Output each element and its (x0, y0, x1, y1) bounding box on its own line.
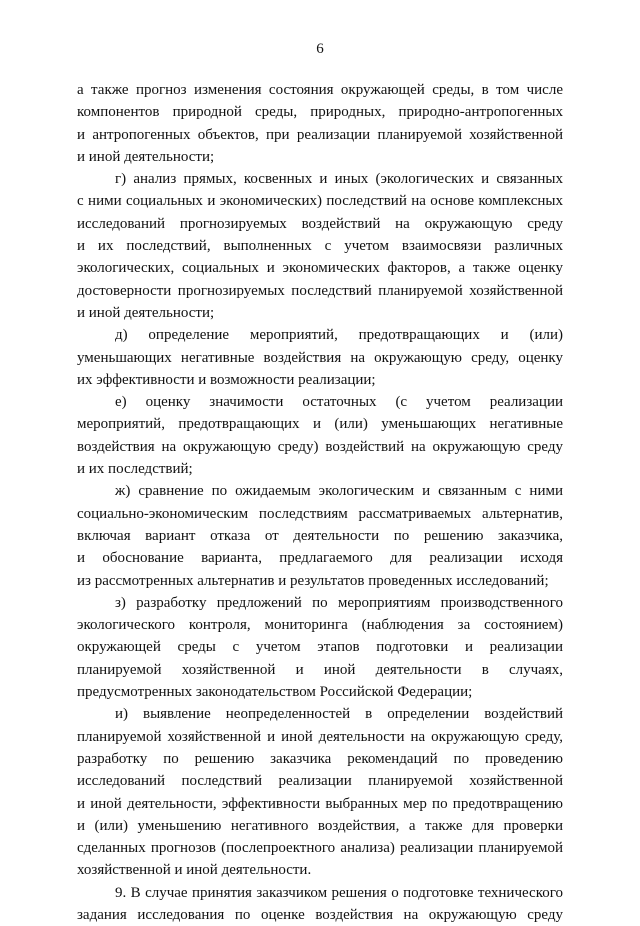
text-line: окружающей среды с учетом этапов подготовки и реализации (77, 639, 563, 656)
text-line: и их последствий, выполненных с учетом взаимосвязи различных (77, 238, 563, 255)
text-line: из рассмотренных альтернатив и результатов проведенных исследований; (77, 572, 549, 589)
text-line: и иной деятельности; (77, 148, 215, 165)
paragraph (77, 703, 563, 881)
text-line: и) выявление неопределенностей в определении воздействий (115, 706, 563, 723)
text-line: достоверности прогнозируемых последствий планируемой хозяйственной (77, 282, 563, 299)
text-line: и иной деятельности, эффективности выбранных мер по предотвращению (77, 795, 563, 812)
text-line: планируемой хозяйственной и иной деятельности на окружающую среду, (77, 728, 563, 745)
text-line: их эффективности и возможности реализации; (77, 371, 376, 388)
text-line: задания исследования по оценке воздействия на окружающую среду (77, 906, 563, 923)
text-line: уменьшающих негативные воздействия на окружающую среду, оценку (77, 349, 563, 366)
page-number: 6 (316, 41, 324, 57)
text-line: исследований прогнозируемых воздействий на окружающую среду (77, 215, 563, 232)
paragraph (77, 882, 563, 926)
text-line: ж) сравнение по ожидаемым экологическим и связанным с ними (115, 483, 563, 500)
text-line: е) оценку значимости остаточных (с учетом реализации (115, 394, 563, 411)
text-line: и их последствий; (77, 461, 193, 478)
text-line: планируемой хозяйственной и иной деятельности в случаях, (77, 661, 563, 678)
text-line: и антропогенных объектов, при реализации планируемой хозяйственной (77, 126, 563, 143)
text-line: и обоснование варианта, предлагаемого для реализации исходя (77, 550, 563, 567)
text-line: предусмотренных законодательством Российской Федерации; (77, 684, 473, 701)
text-line: г) анализ прямых, косвенных и иных (экологических и связанных (115, 171, 563, 188)
paragraph (77, 480, 563, 591)
text-line: и (или) уменьшению негативного воздействия, а также для проверки (77, 817, 563, 834)
text-line: социально-экономическим последствиям рассматриваемых альтернатив, (77, 505, 563, 522)
text-line: включая вариант отказа от деятельности по решению заказчика, (77, 527, 563, 544)
text-line: мероприятий, предотвращающих и (или) уменьшающих негативные (77, 416, 563, 433)
text-line: исследований последствий реализации планируемой хозяйственной (77, 773, 563, 790)
paragraph (77, 391, 563, 480)
text-line: компонентов природной среды, природных, природно-антропогенных (77, 104, 563, 121)
text-line: воздействия на окружающую среду) воздействий на окружающую среду (77, 438, 563, 455)
document-body (77, 79, 563, 926)
text-line: а также прогноз изменения состояния окружающей среды, в том числе (77, 82, 563, 98)
paragraph (77, 79, 563, 168)
text-line: и иной деятельности; (77, 304, 215, 321)
text-line: з) разработку предложений по мероприятиям производственного (115, 594, 563, 611)
paragraph (77, 324, 563, 391)
paragraph (77, 168, 563, 324)
text-line: сделанных прогнозов (послепроектного анализа) реализации планируемой (77, 840, 563, 857)
text-line: хозяйственной и иной деятельности. (77, 862, 312, 879)
text-line: экологического контроля, мониторинга (наблюдения за состоянием) (77, 617, 563, 634)
text-line: с ними социальных и экономических) последствий на основе комплексных (77, 193, 563, 210)
text-line: д) определение мероприятий, предотвращающих и (или) (115, 327, 563, 344)
text-line: 9. В случае принятия заказчиком решения о подготовке технического (115, 884, 563, 901)
text-line: разработку по решению заказчика рекомендаций по проведению (77, 750, 563, 767)
text-line: экологических, социальных и экономических факторов, а также оценку (77, 260, 563, 277)
paragraph (77, 592, 563, 703)
